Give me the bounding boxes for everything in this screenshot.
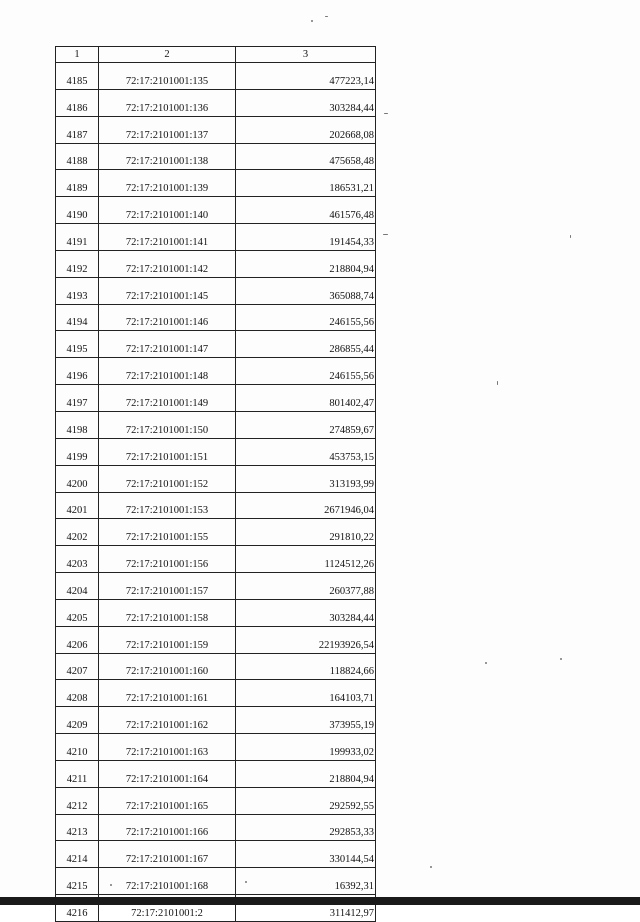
cadastral-value: 477223,14: [236, 63, 376, 90]
scan-speck: [384, 113, 388, 114]
cadastral-value: 218804,94: [236, 760, 376, 787]
cadastral-number: 72:17:2101001:139: [99, 170, 236, 197]
cadastral-number: 72:17:2101001:137: [99, 116, 236, 143]
table-row: [56, 546, 376, 573]
table-row: [56, 438, 376, 465]
row-number: 4206: [56, 626, 99, 653]
cadastral-number: 72:17:2101001:141: [99, 224, 236, 251]
header-col-1: 1: [56, 47, 99, 63]
cadastral-value: 16392,31: [236, 868, 376, 895]
table-row: [56, 787, 376, 814]
table-row: [56, 465, 376, 492]
row-number: 4201: [56, 492, 99, 519]
row-number: 4199: [56, 438, 99, 465]
scan-speck: [383, 234, 388, 235]
row-number: 4204: [56, 573, 99, 600]
row-number: 4189: [56, 170, 99, 197]
cadastral-number: 72:17:2101001:138: [99, 143, 236, 170]
cadastral-number: 72:17:2101001:163: [99, 734, 236, 761]
table-row: [56, 143, 376, 170]
cadastral-number: 72:17:2101001:158: [99, 599, 236, 626]
cadastral-number: 72:17:2101001:162: [99, 707, 236, 734]
table-row: [56, 304, 376, 331]
row-number: 4214: [56, 841, 99, 868]
scan-speck: [497, 381, 498, 385]
row-number: 4210: [56, 734, 99, 761]
cadastral-value: 461576,48: [236, 197, 376, 224]
cadastral-value: 373955,19: [236, 707, 376, 734]
cadastral-value: 291810,22: [236, 519, 376, 546]
table-row: [56, 116, 376, 143]
table-row: [56, 89, 376, 116]
row-number: 4192: [56, 250, 99, 277]
cadastral-value: 330144,54: [236, 841, 376, 868]
cadastral-number: 72:17:2101001:149: [99, 385, 236, 412]
table-row: [56, 63, 376, 90]
table-body: [56, 63, 376, 922]
cadastral-number: 72:17:2101001:168: [99, 868, 236, 895]
table-row: [56, 573, 376, 600]
row-number: 4200: [56, 465, 99, 492]
cadastral-number: 72:17:2101001:156: [99, 546, 236, 573]
cadastral-value: 292592,55: [236, 787, 376, 814]
cadastral-number: 72:17:2101001:142: [99, 250, 236, 277]
cadastral-number: 72:17:2101001:136: [99, 89, 236, 116]
row-number: 4215: [56, 868, 99, 895]
cadastral-value: 801402,47: [236, 385, 376, 412]
cadastral-number: 72:17:2101001:161: [99, 680, 236, 707]
cadastral-number: 72:17:2101001:145: [99, 277, 236, 304]
cadastral-value: 164103,71: [236, 680, 376, 707]
row-number: 4191: [56, 224, 99, 251]
scan-speck: [570, 235, 571, 238]
table-row: [56, 411, 376, 438]
cadastral-value: 286855,44: [236, 331, 376, 358]
cadastral-number: 72:17:2101001:146: [99, 304, 236, 331]
cadastral-value: 118824,66: [236, 653, 376, 680]
table-row: [56, 519, 376, 546]
row-number: 4195: [56, 331, 99, 358]
row-number: 4212: [56, 787, 99, 814]
cadastral-value: 303284,44: [236, 89, 376, 116]
scan-speck: [560, 658, 562, 660]
table-row: [56, 707, 376, 734]
row-number: 4185: [56, 63, 99, 90]
row-number: 4203: [56, 546, 99, 573]
table-row: [56, 868, 376, 895]
cadastral-value: 246155,56: [236, 358, 376, 385]
row-number: 4202: [56, 519, 99, 546]
cadastral-number: 72:17:2101001:165: [99, 787, 236, 814]
cadastral-number: 72:17:2101001:147: [99, 331, 236, 358]
row-number: 4216: [56, 895, 99, 922]
row-number: 4208: [56, 680, 99, 707]
table-row: [56, 814, 376, 841]
table-row: [56, 170, 376, 197]
cadastral-number: 72:17:2101001:148: [99, 358, 236, 385]
row-number: 4205: [56, 599, 99, 626]
cadastral-number: 72:17:2101001:164: [99, 760, 236, 787]
cadastral-value: 303284,44: [236, 599, 376, 626]
table-row: [56, 760, 376, 787]
header-col-3: 3: [236, 47, 376, 63]
row-number: 4188: [56, 143, 99, 170]
table-header-row: [56, 47, 376, 63]
table-row: [56, 385, 376, 412]
cadastral-value: 260377,88: [236, 573, 376, 600]
scan-speck: [245, 881, 247, 883]
scan-bottom-edge: [0, 897, 640, 905]
row-number: 4211: [56, 760, 99, 787]
row-number: 4209: [56, 707, 99, 734]
cadastral-number: 72:17:2101001:151: [99, 438, 236, 465]
row-number: 4207: [56, 653, 99, 680]
table-row: [56, 277, 376, 304]
cadastral-value: 191454,33: [236, 224, 376, 251]
cadastral-value: 1124512,26: [236, 546, 376, 573]
row-number: 4186: [56, 89, 99, 116]
row-number: 4197: [56, 385, 99, 412]
cadastral-number: 72:17:2101001:167: [99, 841, 236, 868]
table-row: [56, 841, 376, 868]
table-row: [56, 331, 376, 358]
row-number: 4187: [56, 116, 99, 143]
cadastral-value: 365088,74: [236, 277, 376, 304]
scan-speck: [485, 662, 487, 664]
table-row: [56, 680, 376, 707]
cadastral-value: 186531,21: [236, 170, 376, 197]
row-number: 4213: [56, 814, 99, 841]
scan-speck: [430, 866, 432, 868]
table-row: [56, 358, 376, 385]
scan-speck: [311, 20, 313, 22]
cadastral-value: 453753,15: [236, 438, 376, 465]
scan-speck: [110, 884, 112, 886]
table-row: [56, 734, 376, 761]
row-number: 4190: [56, 197, 99, 224]
cadastral-number: 72:17:2101001:157: [99, 573, 236, 600]
table-row: [56, 626, 376, 653]
cadastral-value: 202668,08: [236, 116, 376, 143]
cadastral-value: 313193,99: [236, 465, 376, 492]
table-row: [56, 599, 376, 626]
row-number: 4194: [56, 304, 99, 331]
cadastral-number: 72:17:2101001:153: [99, 492, 236, 519]
cadastral-value: 246155,56: [236, 304, 376, 331]
cadastral-value: 475658,48: [236, 143, 376, 170]
cadastral-value: 22193926,54: [236, 626, 376, 653]
row-number: 4193: [56, 277, 99, 304]
cadastral-number: 72:17:2101001:140: [99, 197, 236, 224]
table-row: [56, 653, 376, 680]
table-row: [56, 250, 376, 277]
cadastral-number: 72:17:2101001:166: [99, 814, 236, 841]
cadastral-value: 292853,33: [236, 814, 376, 841]
row-number: 4198: [56, 411, 99, 438]
cadastral-number: 72:17:2101001:2: [99, 895, 236, 922]
registry-table: [55, 46, 376, 922]
header-col-2: 2: [99, 47, 236, 63]
cadastral-number: 72:17:2101001:150: [99, 411, 236, 438]
cadastral-number: 72:17:2101001:159: [99, 626, 236, 653]
table-row: [56, 492, 376, 519]
table-row: [56, 197, 376, 224]
cadastral-value: 218804,94: [236, 250, 376, 277]
cadastral-number: 72:17:2101001:155: [99, 519, 236, 546]
cadastral-value: 2671946,04: [236, 492, 376, 519]
row-number: 4196: [56, 358, 99, 385]
cadastral-value: 311412,97: [236, 895, 376, 922]
scan-speck: [325, 16, 328, 17]
cadastral-value: 199933,02: [236, 734, 376, 761]
cadastral-value: 274859,67: [236, 411, 376, 438]
cadastral-number: 72:17:2101001:152: [99, 465, 236, 492]
cadastral-number: 72:17:2101001:135: [99, 63, 236, 90]
cadastral-number: 72:17:2101001:160: [99, 653, 236, 680]
table-row: [56, 224, 376, 251]
